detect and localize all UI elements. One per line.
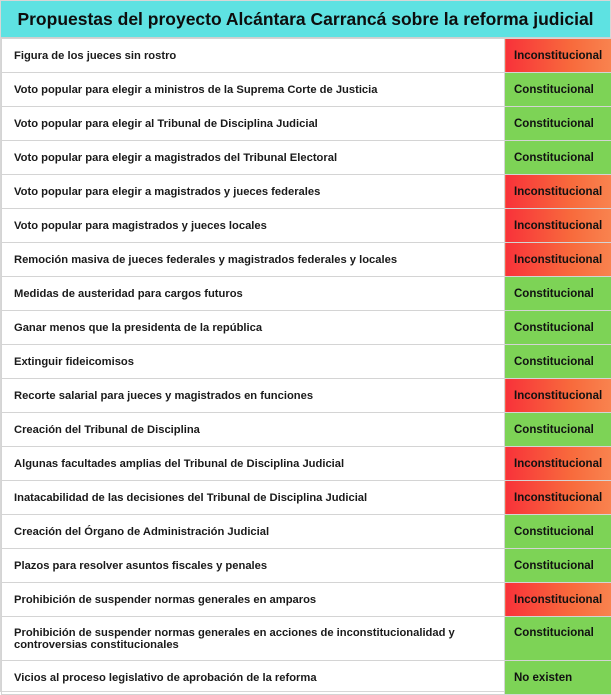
verdict-cell: Inconstitucional xyxy=(505,243,611,277)
table-row xyxy=(2,447,611,481)
proposal-cell: Voto popular para elegir a ministros de la Suprema Corte de Justicia xyxy=(2,73,505,107)
table-row xyxy=(2,39,611,73)
verdict-cell: Inconstitucional xyxy=(505,481,611,515)
proposal-cell: Creación del Tribunal de Disciplina xyxy=(2,413,505,447)
table-row xyxy=(2,311,611,345)
table-row xyxy=(2,413,611,447)
proposal-cell: Extinguir fideicomisos xyxy=(2,345,505,379)
proposal-cell: Prohibición de suspender normas generales en acciones de inconstitucionalidad y controversias constitucionales xyxy=(2,617,505,661)
table-title: Propuestas del proyecto Alcántara Carrancá sobre la reforma judicial xyxy=(1,1,610,38)
verdict-cell: Constitucional xyxy=(505,277,611,311)
verdict-cell: Constitucional xyxy=(505,549,611,583)
verdict-cell: No existen xyxy=(505,661,611,695)
table-row xyxy=(2,617,611,661)
table-row xyxy=(2,379,611,413)
verdict-cell: Constitucional xyxy=(505,413,611,447)
proposal-cell: Ganar menos que la presidenta de la república xyxy=(2,311,505,345)
table-row xyxy=(2,107,611,141)
verdict-cell: Inconstitucional xyxy=(505,379,611,413)
table-row xyxy=(2,141,611,175)
proposal-cell: Medidas de austeridad para cargos futuros xyxy=(2,277,505,311)
proposal-cell: Prohibición de suspender normas generales en amparos xyxy=(2,583,505,617)
table-row xyxy=(2,345,611,379)
verdict-cell: Inconstitucional xyxy=(505,447,611,481)
proposal-cell: Plazos para resolver asuntos fiscales y penales xyxy=(2,549,505,583)
proposal-cell: Figura de los jueces sin rostro xyxy=(2,39,505,73)
proposal-cell: Remoción masiva de jueces federales y magistrados federales y locales xyxy=(2,243,505,277)
verdict-cell: Constitucional xyxy=(505,107,611,141)
verdict-cell: Inconstitucional xyxy=(505,175,611,209)
proposal-cell: Voto popular para elegir al Tribunal de Disciplina Judicial xyxy=(2,107,505,141)
proposals-table xyxy=(1,38,611,695)
table-row xyxy=(2,243,611,277)
verdict-cell: Constitucional xyxy=(505,73,611,107)
verdict-cell: Constitucional xyxy=(505,345,611,379)
proposals-table-body xyxy=(2,39,611,695)
table-row xyxy=(2,661,611,695)
verdict-cell: Constitucional xyxy=(505,617,611,661)
table-row xyxy=(2,209,611,243)
proposal-cell: Voto popular para elegir a magistrados y jueces federales xyxy=(2,175,505,209)
table-row xyxy=(2,73,611,107)
verdict-cell: Inconstitucional xyxy=(505,209,611,243)
proposal-cell: Voto popular para magistrados y jueces locales xyxy=(2,209,505,243)
proposal-cell: Recorte salarial para jueces y magistrados en funciones xyxy=(2,379,505,413)
table-row xyxy=(2,515,611,549)
table-row xyxy=(2,277,611,311)
proposal-cell: Voto popular para elegir a magistrados del Tribunal Electoral xyxy=(2,141,505,175)
table-row xyxy=(2,583,611,617)
table-row xyxy=(2,175,611,209)
proposal-cell: Creación del Órgano de Administración Judicial xyxy=(2,515,505,549)
table-row xyxy=(2,481,611,515)
proposal-cell: Inatacabilidad de las decisiones del Tribunal de Disciplina Judicial xyxy=(2,481,505,515)
verdict-cell: Inconstitucional xyxy=(505,39,611,73)
verdict-cell: Inconstitucional xyxy=(505,583,611,617)
verdict-cell: Constitucional xyxy=(505,141,611,175)
verdict-cell: Constitucional xyxy=(505,311,611,345)
proposal-cell: Vicios al proceso legislativo de aprobación de la reforma xyxy=(2,661,505,695)
proposal-cell: Algunas facultades amplias del Tribunal de Disciplina Judicial xyxy=(2,447,505,481)
verdict-cell: Constitucional xyxy=(505,515,611,549)
table-row xyxy=(2,549,611,583)
